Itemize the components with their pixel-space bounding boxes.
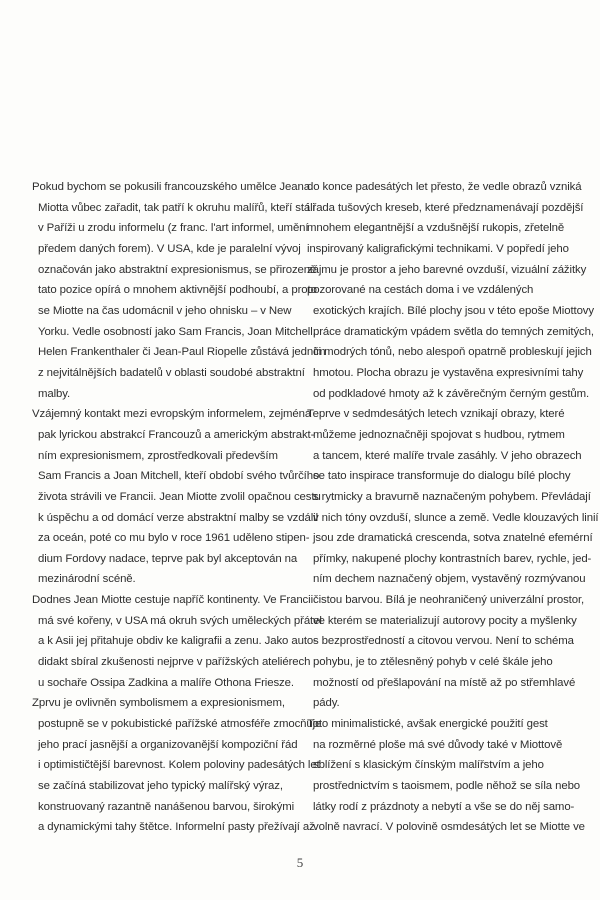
text-line: pohybu, je to ztělesněný pohyb v celé škále jeho bbox=[313, 656, 553, 669]
text-line: s bezprostředností a citovou vervou. Není to schéma bbox=[313, 635, 574, 648]
text-line: k úspěchu a od domácí verze abstraktní malby se vzdálil bbox=[38, 511, 319, 524]
text-line: možností od přešlapování na místě až po střemhlavé bbox=[313, 676, 576, 689]
text-column-left bbox=[32, 177, 326, 838]
text-line: a dynamickými tahy štětce. Informelní pasty přežívají až bbox=[38, 821, 315, 834]
text-line: postupně se v pokubistické pařížské atmosféře zmocňuje bbox=[38, 718, 322, 731]
text-line: sblížení s klasickým čínským malířstvím a jeho bbox=[313, 759, 544, 772]
text-line: čistou barvou. Bílá je neohraničený univerzální prostor, bbox=[313, 594, 585, 607]
text-line: Sam Francis a Joan Mitchell, kteří období svého tvůrčího bbox=[38, 470, 320, 483]
text-line: hmotou. Plocha obrazu je vystavěna expresivními tahy bbox=[313, 366, 584, 379]
text-line: malby. bbox=[38, 387, 71, 400]
text-line: konstruovaný razantně nanášenou barvou, širokými bbox=[38, 800, 295, 813]
text-line: inspirovaný kaligrafickými technikami. V popředí jeho bbox=[307, 242, 569, 255]
text-line: v Paříži u zrodu informelu (z franc. l'art informel, umění bbox=[38, 222, 309, 235]
text-line: a tancem, které malíře trvale zasáhly. V jeho obrazech bbox=[313, 449, 582, 462]
text-line: Dodnes Jean Miotte cestuje napříč kontinenty. Ve Francii bbox=[32, 594, 314, 607]
text-line: za oceán, poté co mu bylo v roce 1961 uděleno stipen- bbox=[38, 532, 310, 545]
text-line: předem daných forem). V USA, kde je paralelní vývoj bbox=[38, 242, 301, 255]
text-line: exotických krajích. Bílé plochy jsou v této epoše Miottovy bbox=[313, 304, 594, 317]
text-line: i řada tušových kreseb, které předznamenávají pozdější bbox=[307, 201, 584, 214]
text-line: z nejvitálnějších badatelů v oblasti soudobé abstraktní bbox=[38, 366, 305, 379]
text-line: Pokud bychom se pokusili francouzského umělce Jeana bbox=[32, 181, 310, 193]
text-line: do konce padesátých let přesto, že vedle obrazů vzniká bbox=[307, 181, 582, 193]
text-line: pozorované na cestách doma i ve vzdálených bbox=[307, 284, 534, 297]
text-line: Miotta vůbec zařadit, tak patří k okruhu malířů, kteří stáli bbox=[38, 201, 315, 214]
text-line: Toto minimalistické, avšak energické použití gest bbox=[307, 718, 548, 731]
text-line: ve kterém se materializují autorovy pocity a myšlenky bbox=[313, 614, 577, 627]
text-line: Vzájemný kontakt mezi evropským informelem, zejména bbox=[32, 408, 312, 421]
text-line: označován jako abstraktní expresionismus, se přirozeně bbox=[38, 263, 317, 276]
text-line: jsou zde dramatická crescenda, sotva znatelné efemérní bbox=[313, 532, 593, 545]
page-number: 5 bbox=[296, 855, 304, 870]
text-line: s rytmicky a bravurně naznačeným pohybem. Převládají bbox=[313, 490, 591, 503]
text-line: prostřednictvím s taoismem, podle něhož se síla nebo bbox=[313, 780, 581, 793]
text-line: u sochaře Ossipa Zadkina a malíře Othona Friesze. bbox=[38, 676, 294, 689]
text-line: můžeme jednoznačněji spojovat s hudbou, rytmem bbox=[313, 428, 565, 441]
text-line: Teprve v sedmdesátých letech vznikají obrazy, které bbox=[307, 408, 565, 421]
text-line: na rozměrné ploše má své důvody také v Miottově bbox=[313, 738, 563, 751]
text-line: dium Fordovy nadace, teprve pak byl akceptován na bbox=[38, 552, 298, 565]
text-line: pak lyrickou abstrakcí Francouzů a americkým abstrakt- bbox=[38, 428, 315, 441]
text-line: Helen Frankenthaler či Jean-Paul Riopelle zůstává jedním bbox=[38, 346, 326, 359]
text-line: didakt sbíral zkušenosti nejprve v pařížských ateliérech bbox=[38, 656, 311, 669]
text-line: v nich tóny ovzduší, slunce a země. Vedle klouzavých linií bbox=[313, 511, 599, 524]
text-column-right bbox=[307, 177, 599, 838]
text-line: se Miotte na čas udomácnil v jeho ohnisku – v New bbox=[38, 304, 292, 317]
text-line: Zprvu je ovlivněn symbolismem a expresionismem, bbox=[32, 697, 285, 710]
text-line: mnohem elegantnější a vzdušnější rukopis, zřetelně bbox=[307, 222, 565, 235]
text-line: pády. bbox=[313, 697, 340, 710]
text-line: tato pozice opírá o mnohem aktivnější podhoubí, a proto bbox=[38, 284, 317, 297]
text-line: se začíná stabilizovat jeho typický malířský výraz, bbox=[38, 780, 283, 793]
text-line: volně navrací. V polovině osmdesátých let se Miotte ve bbox=[313, 821, 585, 834]
text-line: či modrých tónů, nebo alespoň opatrně probleskují jejich bbox=[313, 346, 592, 359]
text-line: mezinárodní scéně. bbox=[38, 573, 136, 586]
text-line: látky rodí z prázdnoty a nebytí a vše se do něj samo- bbox=[313, 800, 575, 813]
text-line: práce dramatickým vpádem světla do temných zemitých, bbox=[313, 325, 594, 338]
text-line: ním expresionismem, zprostředkovali především bbox=[38, 449, 278, 462]
text-line: jeho prací jasnější a organizovanější kompoziční řád bbox=[38, 738, 298, 751]
text-line: Yorku. Vedle osobností jako Sam Francis, Joan Mitchell, bbox=[38, 325, 316, 338]
text-line: se tato inspirace transformuje do dialogu bílé plochy bbox=[313, 470, 571, 483]
text-line: i optimističtější barevnost. Kolem poloviny padesátých let bbox=[38, 759, 320, 772]
text-line: ním dechem naznačený objem, vystavěný rozmývanou bbox=[313, 573, 586, 586]
text-line: a k Asii jej přitahuje obdiv ke kaligrafii a zenu. Jako auto- bbox=[38, 635, 317, 648]
text-line: zájmu je prostor a jeho barevné ovzduší, vizuální zážitky bbox=[307, 263, 587, 276]
text-line: života strávili ve Francii. Jean Miotte zvolil opačnou cestu bbox=[38, 490, 321, 503]
text-line: od podkladové hmoty až k závěrečným černým gestům. bbox=[313, 387, 590, 400]
text-line: má své kořeny, v USA má okruh svých uměleckých přátel bbox=[38, 614, 322, 627]
text-line: přímky, nakupené plochy kontrastních barev, rychle, jed- bbox=[313, 552, 592, 565]
